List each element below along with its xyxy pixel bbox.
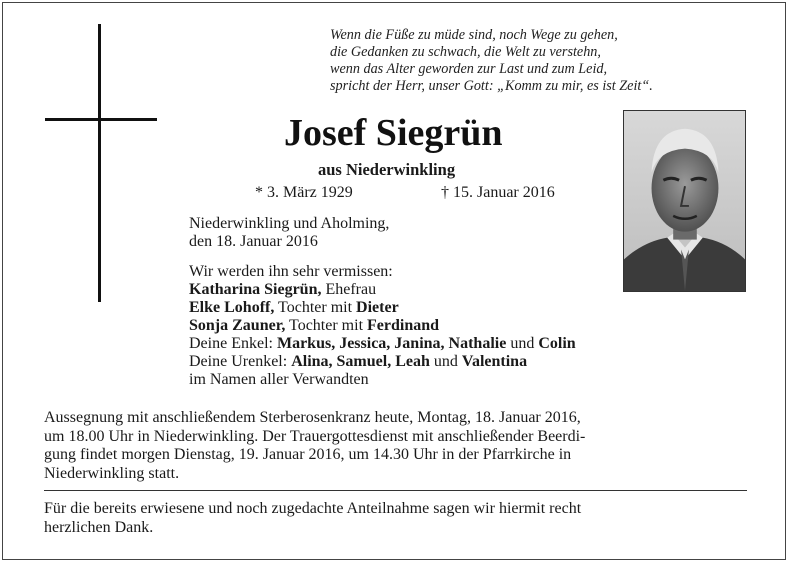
grandchildren-names: Markus, Jessica, Janina, Nathalie: [276, 335, 507, 352]
mourner-grandchildren: [189, 335, 576, 353]
portrait-photo: [623, 110, 746, 292]
death-date: † 15. Januar 2016: [441, 184, 555, 201]
poem-line: spricht der Herr, unser Gott: „Komm zu mir, es ist Zeit“.: [330, 78, 653, 94]
mourner-wife: [189, 281, 576, 299]
cross-vertical-bar: [98, 24, 101, 302]
mourner-name: Katharina Siegrün,: [189, 281, 322, 298]
mourner-daughter: [189, 299, 576, 317]
funeral-line: Aussegnung mit anschließendem Sterberosenkranz heute, Montag, 18. Januar 2016,: [44, 409, 581, 426]
funeral-line: gung findet morgen Dienstag, 19. Januar 2016, um 14.30 Uhr in der Pfarrkirche in: [44, 446, 572, 463]
mourner-role: Tochter mit: [285, 317, 368, 334]
funeral-details: [44, 409, 747, 483]
thanks-note: [44, 500, 747, 537]
poem-line: die Gedanken zu schwach, die Welt zu verstehn,: [330, 44, 601, 60]
divider: [44, 490, 747, 491]
poem-line: Wenn die Füße zu müde sind, noch Wege zu gehen,: [330, 27, 618, 43]
mourners-intro: Wir werden ihn sehr vermissen:: [189, 263, 393, 280]
mourners-closing: im Namen aller Verwandten: [189, 371, 369, 388]
mourner-role: Tochter mit: [274, 299, 357, 316]
thanks-line: Für die bereits erwiesene und noch zugedachte Anteilnahme sagen wir hiermit recht: [44, 500, 582, 517]
grandchildren-label: Deine Enkel:: [189, 335, 277, 352]
funeral-line: um 18.00 Uhr in Niederwinkling. Der Trauergottesdienst mit anschließender Beerdi-: [44, 427, 586, 445]
grandchild-last: Colin: [538, 335, 576, 352]
location-line: Niederwinkling und Aholming,: [189, 215, 390, 232]
thanks-line: herzlichen Dank.: [44, 518, 154, 536]
great-grandchildren-names: Alina, Samuel, Leah: [291, 353, 430, 370]
deceased-origin: aus Niederwinkling: [318, 160, 456, 179]
location-date-line: den 18. Januar 2016: [189, 233, 318, 250]
great-grandchildren-label: Deine Urenkel:: [189, 353, 292, 370]
conjunction: und: [506, 335, 539, 352]
great-grandchild-last: Valentina: [461, 353, 528, 370]
mourner-daughter: [189, 317, 576, 335]
poem-line: wenn das Alter geworden zur Last und zum Leid,: [330, 61, 608, 77]
poem: [330, 27, 760, 95]
conjunction: und: [429, 353, 462, 370]
mourner-name: Elke Lohoff,: [189, 299, 275, 316]
mourner-name: Sonja Zauner,: [189, 317, 286, 334]
deceased-name: Josef Siegrün: [284, 112, 503, 154]
cross-horizontal-bar: [45, 118, 157, 121]
mourner-great-grandchildren: [189, 353, 576, 371]
mourner-partner: Dieter: [356, 299, 399, 316]
birth-date: * 3. März 1929: [255, 184, 353, 201]
mourner-partner: Ferdinand: [367, 317, 440, 334]
location-date: [189, 215, 389, 251]
funeral-line: Niederwinkling statt.: [44, 464, 180, 482]
mourners-list: [189, 263, 576, 389]
mourner-role: Ehefrau: [321, 281, 377, 298]
